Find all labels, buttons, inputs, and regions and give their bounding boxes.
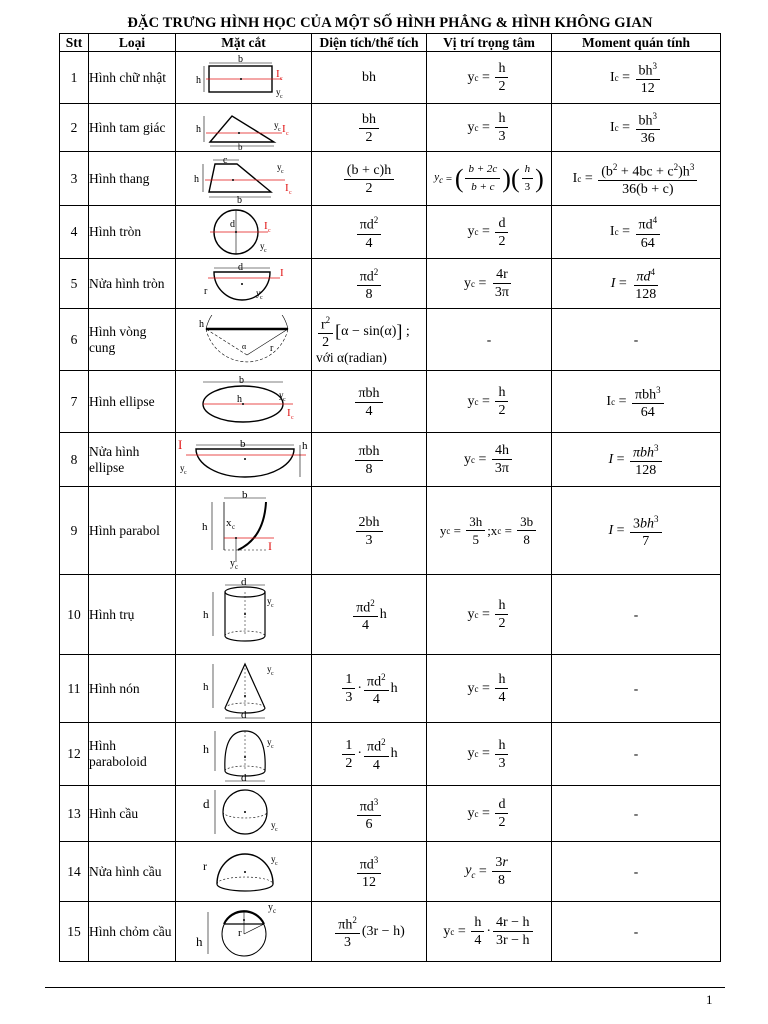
- spherical-cap-diagram: [194, 904, 294, 960]
- svg-text:b: b: [240, 437, 246, 450]
- svg-text:d: d: [240, 708, 246, 720]
- row-name: Hình thang: [89, 152, 176, 206]
- svg-text:h: h: [195, 933, 202, 949]
- rectangle-diagram: [194, 55, 294, 101]
- formula-centroid: y c = $\frac{h}{3}$: [468, 738, 511, 771]
- row-name: Hình tam giác: [89, 104, 176, 152]
- svg-text:I: I: [263, 220, 268, 232]
- svg-text:d: d: [202, 795, 209, 811]
- svg-text:c: c: [259, 294, 263, 301]
- footer-rule: [45, 987, 725, 988]
- svg-text:y: y: [276, 161, 281, 172]
- row-stt: 10: [60, 575, 89, 655]
- svg-text:I: I: [178, 436, 183, 452]
- row-stt: 9: [60, 487, 89, 575]
- row-name: Hình chỏm cầu: [89, 902, 176, 962]
- table-row: [60, 723, 721, 786]
- formula-centroid: y c = $\frac{4h}{3\pi}$: [464, 443, 514, 476]
- svg-text:y: y: [267, 903, 273, 913]
- row-name: Hình tròn: [89, 206, 176, 259]
- svg-text:c: c: [285, 130, 289, 137]
- formula-centroid: y c = $\frac{3h}{5}$ ;x c = $\frac{3b}{8}$: [440, 514, 538, 547]
- formula-area: $\frac{r^2}{2}$ [ α − sin(α) ] ;: [316, 313, 410, 351]
- row-stt: 6: [60, 309, 89, 371]
- table-row: [60, 259, 721, 309]
- svg-text:y: y: [273, 119, 278, 130]
- formula-area: $\frac{(b + c)h}{2}$: [342, 163, 396, 196]
- table-row: [60, 52, 721, 104]
- table-row: [60, 575, 721, 655]
- svg-text:c: c: [234, 562, 238, 571]
- table-row: [60, 309, 721, 371]
- svg-text:y: y: [278, 389, 283, 400]
- formula-moment: I c = $\frac{bh^3}{12}$: [610, 59, 662, 97]
- svg-text:I: I: [275, 67, 280, 80]
- empty-moment: -: [552, 575, 721, 655]
- formula-moment: I = $\frac{\pi bh^3}{128}$: [608, 441, 663, 479]
- svg-text:c: c: [267, 228, 271, 234]
- row-stt: 1: [60, 52, 89, 104]
- formula-centroid: y c = $\frac{h}{4}$: [468, 672, 511, 705]
- formula-area: $\frac{\pi d^3}{6}$: [355, 795, 384, 833]
- svg-text:r: r: [237, 926, 242, 939]
- row-name: Nửa hình ellipse: [89, 433, 176, 487]
- sphere-diagram: [199, 788, 289, 840]
- paraboloid-diagram: [199, 725, 289, 783]
- svg-text:h: h: [195, 74, 201, 86]
- row-stt: 7: [60, 371, 89, 433]
- row-stt: 12: [60, 723, 89, 786]
- svg-text:y: y: [266, 737, 271, 747]
- geometry-table: [59, 33, 721, 962]
- svg-text:I: I: [286, 406, 291, 419]
- svg-text:c: c: [288, 189, 292, 196]
- svg-text:h: h: [202, 742, 209, 756]
- row-name: Hình cầu: [89, 786, 176, 842]
- svg-text:c: c: [280, 168, 284, 175]
- radian-note: với α(radian): [316, 350, 387, 366]
- row-name: Hình paraboloid: [89, 723, 176, 786]
- svg-text:r: r: [202, 858, 207, 873]
- svg-text:α: α: [241, 341, 246, 351]
- formula-centroid: y c = $\frac{h}{3}$: [468, 111, 511, 144]
- svg-text:h: h: [302, 439, 308, 452]
- row-stt: 3: [60, 152, 89, 206]
- svg-text:h: h: [202, 680, 208, 693]
- formula-moment: I c = $\frac{bh^3}{36}$: [610, 109, 662, 147]
- header-centroid: Vị trí trọng tâm: [427, 34, 552, 52]
- row-name: Hình vòng cung: [89, 309, 176, 371]
- svg-text:c: c: [274, 826, 278, 833]
- svg-text:b: b: [237, 141, 242, 150]
- row-stt: 8: [60, 433, 89, 487]
- formula-moment: I = $\frac{\pi d^4}{128}$: [610, 266, 657, 303]
- row-name: Nửa hình cầu: [89, 842, 176, 902]
- formula-centroid: y c = $\frac{h}{2}$: [468, 385, 511, 418]
- svg-text:d: d: [240, 577, 246, 588]
- formula-centroid: y c = $\frac{h}{2}$: [468, 598, 511, 631]
- svg-text:h: h: [193, 173, 199, 185]
- row-stt: 11: [60, 655, 89, 723]
- svg-text:h: h: [195, 123, 201, 135]
- formula-centroid: y c = $\frac{d}{2}$: [468, 216, 511, 249]
- empty-moment: -: [552, 655, 721, 723]
- row-name: Hình parabol: [89, 487, 176, 575]
- svg-text:b: b: [236, 194, 242, 204]
- svg-text:y: y: [266, 663, 271, 674]
- svg-text:d: d: [237, 261, 243, 273]
- svg-text:d: d: [229, 219, 235, 230]
- hemisphere-diagram: [199, 844, 289, 900]
- table-row: [60, 902, 721, 962]
- formula-area: $\frac{\pi d^3}{12}$: [355, 853, 384, 891]
- svg-text:c: c: [270, 602, 274, 609]
- cone-diagram: [199, 658, 289, 720]
- svg-text:y: y: [275, 86, 280, 97]
- svg-text:y: y: [259, 241, 264, 251]
- row-name: Hình trụ: [89, 575, 176, 655]
- svg-text:c: c: [272, 906, 276, 915]
- svg-text:c: c: [279, 75, 283, 82]
- formula-area: bh: [362, 70, 376, 85]
- formula-area: $\frac{\pi h^2}{3}$ (3r − h): [333, 913, 404, 951]
- svg-text:I: I: [281, 122, 286, 135]
- table-row: [60, 371, 721, 433]
- table-row: [60, 842, 721, 902]
- svg-text:h: h: [201, 520, 207, 533]
- half-circle-diagram: [196, 262, 292, 306]
- formula-centroid: y c = $\frac{h}{4}$ · $\frac{4r - h}{3r - h}$: [443, 915, 534, 948]
- empty-moment: -: [552, 723, 721, 786]
- circle-diagram: [204, 207, 284, 257]
- empty-moment: -: [552, 309, 721, 371]
- formula-centroid: y c = $\frac{d}{2}$: [468, 797, 511, 830]
- svg-text:I: I: [279, 266, 284, 279]
- svg-text:h: h: [198, 318, 204, 330]
- table-row: [60, 104, 721, 152]
- empty-moment: -: [552, 786, 721, 842]
- row-stt: 2: [60, 104, 89, 152]
- table-row: [60, 152, 721, 206]
- row-stt: 15: [60, 902, 89, 962]
- formula-area: $\frac{1}{2}$ · $\frac{\pi d^2}{4}$ h: [340, 735, 397, 773]
- header-area: Diện tích/thể tích: [312, 34, 427, 52]
- svg-text:h: h: [202, 608, 208, 621]
- page-title: ĐẶC TRƯNG HÌNH HỌC CỦA MỘT SỐ HÌNH PHẲNG & HÌNH KHÔNG GIAN: [127, 15, 653, 31]
- svg-text:y: y: [229, 557, 235, 569]
- svg-text:r: r: [203, 285, 207, 297]
- parabola-diagram: [196, 490, 292, 572]
- table-row: [60, 786, 721, 842]
- svg-text:h: h: [236, 393, 242, 405]
- svg-text:c: c: [282, 396, 286, 403]
- formula-area: $\frac{\text{πbh}}{4}$: [353, 386, 384, 419]
- svg-text:c: c: [290, 414, 294, 421]
- header-stt: Stt: [60, 34, 89, 52]
- svg-text:I: I: [284, 181, 289, 194]
- svg-text:c: c: [277, 126, 281, 133]
- ellipse-diagram: [189, 376, 299, 428]
- header-type: Loại: [89, 34, 176, 52]
- svg-text:c: c: [270, 670, 274, 677]
- svg-text:y: y: [270, 853, 275, 864]
- cylinder-diagram: [199, 578, 289, 652]
- svg-text:b: b: [241, 489, 247, 501]
- empty-moment: -: [552, 902, 721, 962]
- svg-text:y: y: [266, 595, 271, 606]
- table-row: [60, 206, 721, 259]
- svg-text:b: b: [238, 375, 244, 386]
- formula-area: $\frac{\text{πbh}}{8}$: [353, 444, 384, 477]
- triangle-diagram: [194, 106, 294, 150]
- row-stt: 13: [60, 786, 89, 842]
- row-name: Hình chữ nhật: [89, 52, 176, 104]
- svg-text:c: c: [279, 93, 283, 100]
- header-section: Mặt cắt: [176, 34, 312, 52]
- formula-area: $\frac{2bh}{3}$: [354, 515, 385, 548]
- header-row: [60, 34, 721, 52]
- trapezoid-diagram: [189, 154, 299, 204]
- page-number: 1: [706, 992, 713, 1007]
- formula-area: $\frac{bh}{2}$: [357, 112, 381, 145]
- svg-text:y: y: [270, 819, 275, 830]
- svg-text:c: c: [274, 860, 278, 867]
- row-name: Hình nón: [89, 655, 176, 723]
- empty-centroid: -: [427, 309, 552, 371]
- row-name: Nửa hình tròn: [89, 259, 176, 309]
- svg-text:y: y: [180, 462, 185, 473]
- svg-text:b: b: [237, 54, 243, 65]
- formula-moment: I c = $\frac{(b^2 + 4bc + c^2)h^3}{36(b + c)}$: [573, 160, 700, 198]
- formula-centroid: $y_c$ = $\frac{3r}{8}$: [465, 855, 513, 888]
- formula-centroid: y c = $\frac{4r}{3\pi}$: [464, 267, 509, 300]
- svg-text:c: c: [184, 469, 187, 476]
- row-stt: 14: [60, 842, 89, 902]
- segment-diagram: [194, 315, 294, 365]
- svg-text:r: r: [269, 342, 273, 354]
- formula-area: $\frac{\pi d^2}{4}$: [355, 213, 384, 251]
- header-moment: Moment quán tính: [552, 34, 721, 52]
- formula-area: $\frac{\pi d^2}{8}$: [355, 265, 384, 303]
- svg-text:c: c: [231, 522, 235, 531]
- svg-text:c: c: [270, 744, 274, 750]
- table-row: [60, 655, 721, 723]
- svg-text:d: d: [240, 772, 246, 783]
- formula-moment: I c = $\frac{\pi d^4}{64}$: [610, 213, 662, 251]
- formula-area: $\frac{1}{3}$ · $\frac{\pi d^2}{4}$ h: [340, 670, 397, 708]
- svg-text:I: I: [267, 538, 272, 553]
- formula-moment: I c = $\frac{\pi bh^3}{64}$: [606, 383, 665, 421]
- half-ellipse-diagram: [176, 435, 312, 485]
- svg-text:x: x: [225, 516, 231, 529]
- row-name: Hình ellipse: [89, 371, 176, 433]
- formula-centroid: $y_c$ = ( $\frac{b + 2c}{b + c}$ )( $\frac{h}{3}$ ): [434, 163, 544, 193]
- svg-text:c: c: [222, 154, 227, 166]
- row-stt: 4: [60, 206, 89, 259]
- empty-moment: -: [552, 842, 721, 902]
- row-stt: 5: [60, 259, 89, 309]
- formula-centroid: y c = $\frac{h}{2}$: [468, 61, 511, 94]
- table-row: [60, 433, 721, 487]
- formula-moment: I = $\frac{3bh^3}{7}$: [608, 512, 663, 550]
- table-row: [60, 487, 721, 575]
- svg-text:y: y: [255, 287, 260, 298]
- formula-area: $\frac{\pi d^2}{4}$ h: [351, 596, 387, 634]
- svg-text:c: c: [263, 248, 267, 254]
